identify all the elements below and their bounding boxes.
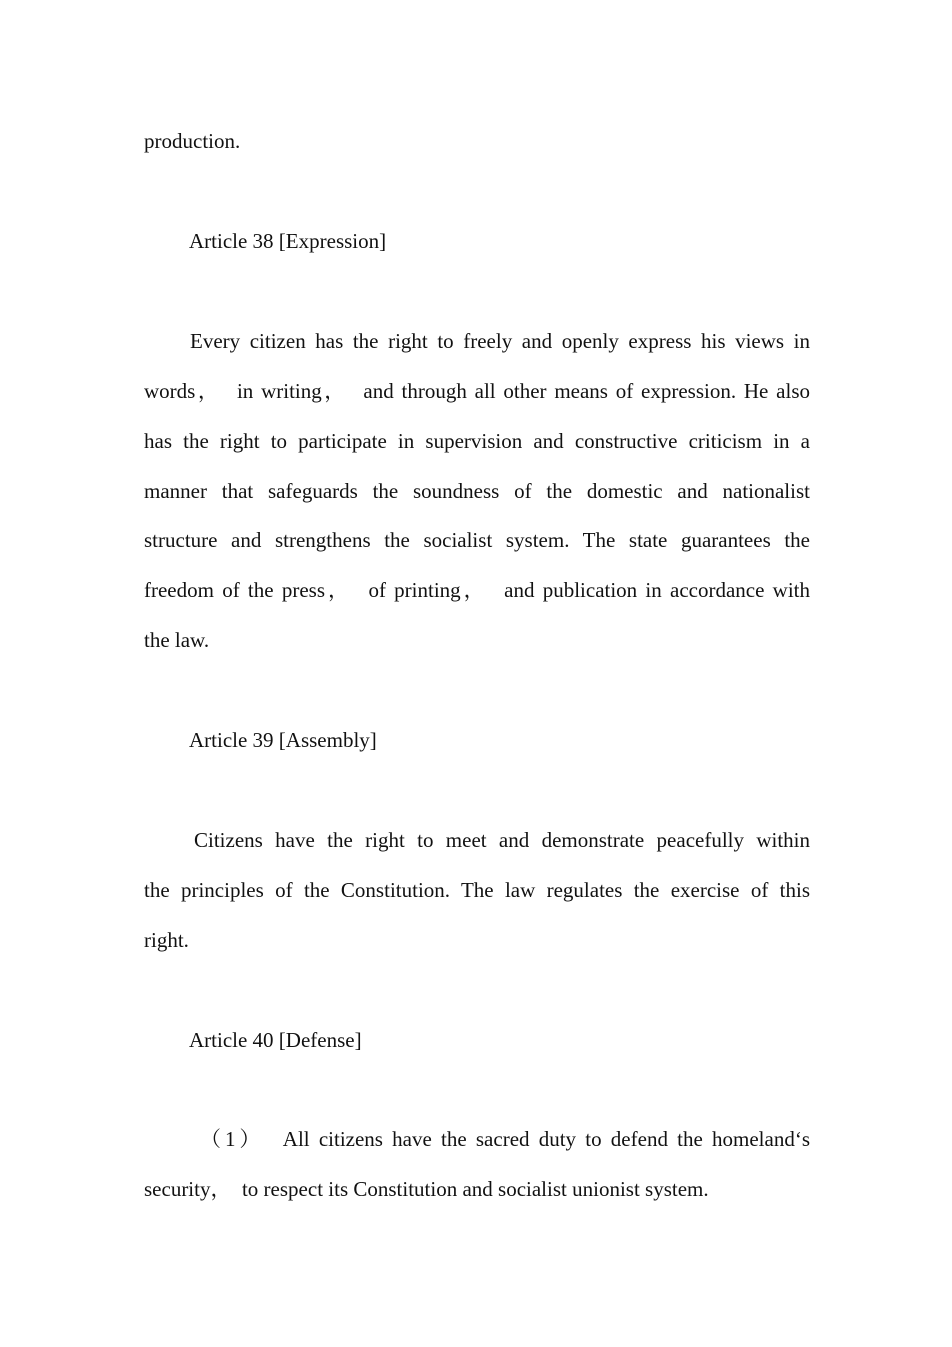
article-38-line-1: Every citizen has the right to freely and openly express his views in — [190, 329, 810, 353]
article-38-heading: Article 38 [Expression] — [189, 229, 387, 253]
article-39-line-1: Citizens have the right to meet and demonstrate peacefully within — [194, 828, 810, 852]
article-38-line-7: the law. — [144, 628, 210, 652]
article-39-line-3: right. — [144, 928, 189, 952]
article-38-line-4: manner that safeguards the soundness of the domestic and nationalist — [144, 479, 810, 503]
continuation-text: production. — [144, 129, 241, 153]
article-40-line-2: security， to respect its Constitution and socialist unionist system. — [144, 1177, 709, 1201]
article-38-line-2: words， in writing， and through all other means of expression. He also — [144, 379, 810, 403]
article-39-heading: Article 39 [Assembly] — [189, 728, 377, 752]
article-39-line-2: the principles of the Constitution. The law regulates the exercise of this — [144, 878, 810, 902]
article-38-line-6: freedom of the press， of printing， and publication in accordance with — [144, 578, 810, 602]
article-40-line-1: （1） All citizens have the sacred duty to defend the homeland‘s — [200, 1127, 810, 1151]
article-38-line-3: has the right to participate in supervision and constructive criticism in a — [144, 429, 810, 453]
article-40-heading: Article 40 [Defense] — [189, 1028, 362, 1052]
article-38-line-5: structure and strengthens the socialist system. The state guarantees the — [144, 528, 810, 552]
